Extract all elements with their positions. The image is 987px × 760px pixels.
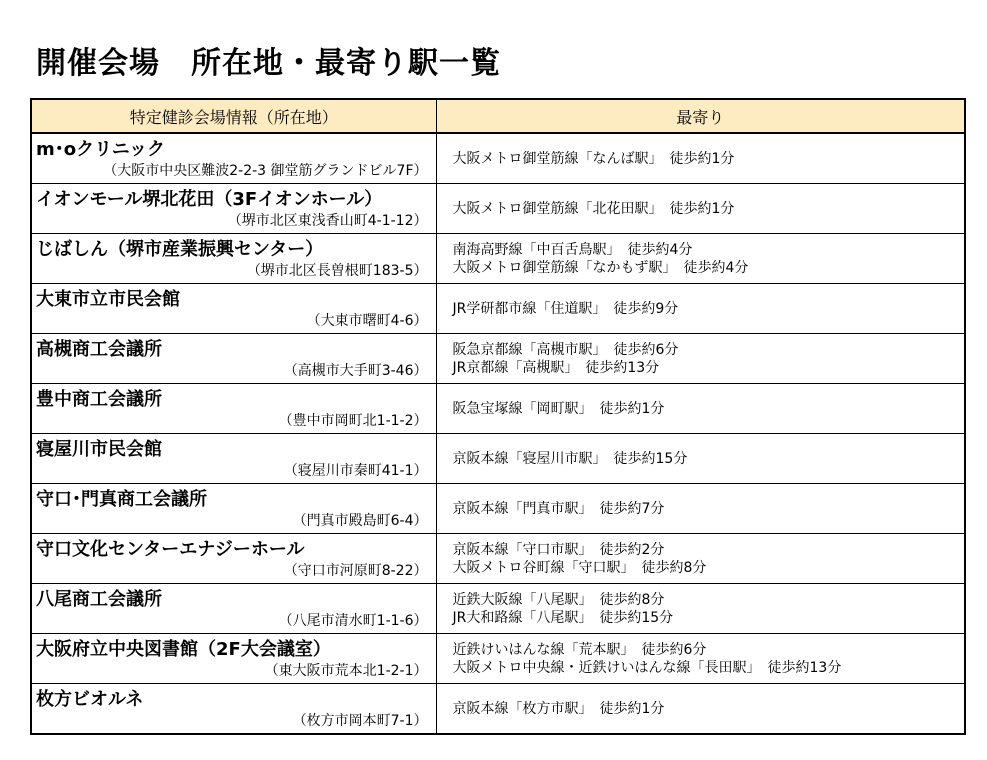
venue-address: （高槻市大手町3-46） [283,363,428,379]
station-access-line: 大阪メトロ谷町線「守口駅」 徒歩約8分 [452,559,707,576]
station-access-line: 大阪メトロ御堂筋線「北花田駅」 徒歩約1分 [452,200,735,217]
venue-name: じばしん（堺市産業振興センター） [36,239,324,260]
venue-cell [31,684,436,735]
venue-cell [31,534,436,584]
station-cell [436,133,965,184]
table-row [31,634,965,684]
station-access-line: 大阪メトロ御堂筋線「なかもず駅」 徒歩約4分 [452,259,749,276]
station-cell [436,584,965,634]
venue-cell [31,484,436,534]
venue-cell [31,284,436,334]
venue-name: 枚方ビオルネ [36,689,144,710]
venue-cell [31,334,436,384]
table-header-row [31,99,965,133]
station-access-line: JR京都線「高槻駅」 徒歩約13分 [452,359,660,376]
venue-address: （門真市殿島町6-4） [292,513,428,529]
station-cell [436,634,965,684]
station-access-line: JR大和路線「八尾駅」 徒歩約15分 [452,609,674,626]
venue-name: 大東市立市民会館 [36,289,180,310]
station-access-line: 阪急宝塚線「岡町駅」 徒歩約1分 [452,400,665,417]
venue-address: （寝屋川市秦町41-1） [283,463,428,479]
table-row [31,234,965,284]
station-cell [436,334,965,384]
venue-info [32,534,436,583]
station-access-line: 大阪メトロ御堂筋線「なんば駅」 徒歩約1分 [452,150,735,167]
page-title: 開催会場 所在地・最寄り駅一覧 [36,46,501,81]
table-row [31,184,965,234]
venue-info [32,334,436,383]
station-cell [436,234,965,284]
venue-address: （大東市曙町4-6） [306,313,428,329]
station-access-line: 京阪本線「枚方市駅」 徒歩約1分 [452,700,665,717]
station-access-line: 大阪メトロ中央線・近鉄けいはんな線「長田駅」 徒歩約13分 [452,659,842,676]
venue-info [32,184,436,233]
venue-address: （大阪市中央区難波2-2-3 御堂筋グランドビル7F） [103,163,428,179]
venue-name: 寝屋川市民会館 [36,439,162,460]
table-row [31,434,965,484]
station-cell [436,484,965,534]
venue-address: （堺市北区東浅香山町4-1-12） [227,213,428,229]
venue-address: （八尾市清水町1-1-6） [278,613,428,629]
station-access-line: 阪急京都線「高槻市駅」 徒歩約6分 [452,341,679,358]
station-cell [436,384,965,434]
venue-name: 大阪府立中央図書館（2F大会議室） [36,639,331,660]
station-access-line: 京阪本線「守口市駅」 徒歩約2分 [452,541,665,558]
venue-info [32,634,436,683]
venue-info [32,484,436,533]
table-row [31,484,965,534]
venue-cell [31,434,436,484]
venue-rows [31,133,965,734]
venue-cell [31,584,436,634]
table-row [31,684,965,735]
venue-name: 八尾商工会議所 [36,589,162,610]
station-access-line: 京阪本線「寝屋川市駅」 徒歩約15分 [452,450,688,467]
venue-address: （東大阪市荒本北1-2-1） [264,663,428,679]
venue-address: （豊中市岡町北1-1-2） [278,413,428,429]
station-access-line: 南海高野線「中百舌鳥駅」 徒歩約4分 [452,241,693,258]
venue-name: 守口･門真商工会議所 [36,489,207,510]
table-row [31,284,965,334]
venue-cell [31,234,436,284]
table-row [31,384,965,434]
venue-info [32,134,436,183]
venue-column-header: 特定健診会場情報（所在地） [31,99,436,133]
station-cell [436,434,965,484]
venue-info [32,234,436,283]
station-access-line: 京阪本線「門真市駅」 徒歩約7分 [452,500,665,517]
venue-name: 高槻商工会議所 [36,339,162,360]
station-access-line: 近鉄大阪線「八尾駅」 徒歩約8分 [452,591,665,608]
venue-info [32,434,436,483]
station-cell [436,534,965,584]
venue-info [32,684,436,733]
venue-address: （堺市北区長曽根町183-5） [246,263,428,279]
table-row [31,584,965,634]
venue-name: 守口文化センターエナジーホール [36,539,305,560]
venue-info [32,384,436,433]
table-row [31,334,965,384]
station-column-header: 最寄り [436,99,965,133]
station-access-line: 近鉄けいはんな線「荒本駅」 徒歩約6分 [452,641,707,658]
venue-name: m･oクリニック [36,139,166,160]
station-cell [436,184,965,234]
venue-name: 豊中商工会議所 [36,389,162,410]
venue-cell [31,133,436,184]
table-row [31,133,965,184]
venue-info [32,284,436,333]
station-cell [436,284,965,334]
venue-info [32,584,436,633]
venue-name: イオンモール堺北花田（3Fイオンホール） [36,189,383,210]
table-row [31,534,965,584]
venue-address: （枚方市岡本町7-1） [292,713,428,729]
venue-address: （守口市河原町8-22） [283,563,428,579]
venue-cell [31,634,436,684]
venue-cell [31,184,436,234]
station-access-line: JR学研都市線「住道駅」 徒歩約9分 [452,300,679,317]
venue-cell [31,384,436,434]
venue-table [30,98,966,735]
station-cell [436,684,965,735]
